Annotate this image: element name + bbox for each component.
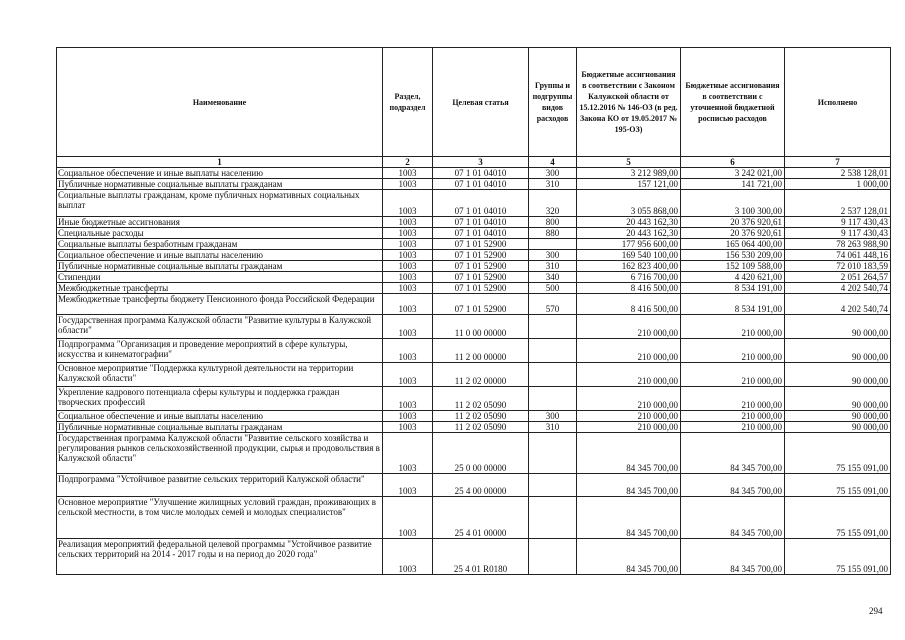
row-name: Межбюджетные трансферты (57, 283, 383, 294)
row-law-allocation: 84 345 700,00 (577, 497, 681, 539)
row-section: 1003 (383, 250, 433, 261)
row-target-article: 07 1 01 04010 (433, 217, 529, 228)
table-row (57, 179, 891, 190)
row-name: Основное мероприятие "Поддержка культурной деятельности на территории Калужской области" (57, 363, 383, 387)
row-target-article: 25 4 01 R0180 (433, 539, 529, 575)
row-refined-allocation: 20 376 920,61 (681, 228, 785, 239)
row-name: Публичные нормативные социальные выплаты гражданам (57, 422, 383, 433)
row-refined-allocation: 84 345 700,00 (681, 433, 785, 474)
row-executed: 2 537 128,01 (785, 190, 891, 217)
column-number: 4 (529, 157, 577, 168)
row-target-article: 07 1 01 52900 (433, 294, 529, 315)
row-law-allocation: 210 000,00 (577, 363, 681, 387)
header-name: Наименование (57, 48, 383, 157)
row-expense-group: 880 (529, 228, 577, 239)
row-executed: 2 538 128,01 (785, 168, 891, 179)
row-name: Государственная программа Калужской области "Развитие сельского хозяйства и регулирования рынков сельскохозяйственной продукции, сырья и продовольствия в Калужской области" (57, 433, 383, 474)
row-expense-group (529, 474, 577, 497)
row-refined-allocation: 156 530 209,00 (681, 250, 785, 261)
row-expense-group (529, 433, 577, 474)
row-name: Социальное обеспечение и иные выплаты населению (57, 168, 383, 179)
table-row (57, 387, 891, 411)
row-law-allocation: 210 000,00 (577, 339, 681, 363)
row-section: 1003 (383, 168, 433, 179)
row-name: Основное мероприятие "Улучшение жилищных условий граждан, проживающих в сельской местности, в том числе молодых семей и молодых специалистов" (57, 497, 383, 539)
row-name: Публичные нормативные социальные выплаты гражданам (57, 179, 383, 190)
table-row (57, 239, 891, 250)
row-section: 1003 (383, 315, 433, 339)
row-law-allocation: 84 345 700,00 (577, 474, 681, 497)
column-number: 3 (433, 157, 529, 168)
row-expense-group (529, 315, 577, 339)
row-executed: 90 000,00 (785, 315, 891, 339)
row-name: Социальное обеспечение и иные выплаты населению (57, 250, 383, 261)
row-expense-group (529, 539, 577, 575)
row-section: 1003 (383, 217, 433, 228)
row-section: 1003 (383, 363, 433, 387)
page-number: 294 (869, 606, 883, 616)
row-section: 1003 (383, 474, 433, 497)
row-section: 1003 (383, 339, 433, 363)
row-expense-group: 310 (529, 422, 577, 433)
row-refined-allocation: 3 100 300,00 (681, 190, 785, 217)
row-target-article: 07 1 01 04010 (433, 168, 529, 179)
row-refined-allocation: 152 109 588,00 (681, 261, 785, 272)
table-row (57, 250, 891, 261)
row-law-allocation: 210 000,00 (577, 315, 681, 339)
table-row (57, 190, 891, 217)
row-law-allocation: 210 000,00 (577, 387, 681, 411)
row-name: Подпрограмма "Устойчивое развитие сельских территорий Калужской области" (57, 474, 383, 497)
row-law-allocation: 162 823 400,00 (577, 261, 681, 272)
row-expense-group: 300 (529, 250, 577, 261)
row-law-allocation: 6 716 700,00 (577, 272, 681, 283)
row-target-article: 25 4 00 00000 (433, 474, 529, 497)
row-target-article: 11 2 02 05090 (433, 387, 529, 411)
row-section: 1003 (383, 228, 433, 239)
row-law-allocation: 157 121,00 (577, 179, 681, 190)
row-executed: 4 202 540,74 (785, 283, 891, 294)
row-executed: 75 155 091,00 (785, 539, 891, 575)
row-target-article: 11 2 02 05090 (433, 422, 529, 433)
row-name: Государственная программа Калужской области "Развитие культуры в Калужской области" (57, 315, 383, 339)
row-target-article: 07 1 01 52900 (433, 272, 529, 283)
header-refined-allocations: Бюджетные ассигнования в соответствии с уточненной бюджетной росписью расходов (681, 48, 785, 157)
table-row (57, 339, 891, 363)
row-target-article: 11 2 02 00000 (433, 363, 529, 387)
row-executed: 1 000,00 (785, 179, 891, 190)
row-executed: 90 000,00 (785, 363, 891, 387)
row-expense-group: 300 (529, 411, 577, 422)
budget-table (56, 47, 891, 575)
table-row (57, 228, 891, 239)
row-law-allocation: 177 956 600,00 (577, 239, 681, 250)
row-executed: 90 000,00 (785, 411, 891, 422)
column-number: 5 (577, 157, 681, 168)
header-executed: Исполнено (785, 48, 891, 157)
row-section: 1003 (383, 239, 433, 250)
row-executed: 4 202 540,74 (785, 294, 891, 315)
row-name: Иные бюджетные ассигнования (57, 217, 383, 228)
row-target-article: 11 0 00 00000 (433, 315, 529, 339)
row-refined-allocation: 141 721,00 (681, 179, 785, 190)
row-refined-allocation: 210 000,00 (681, 422, 785, 433)
row-law-allocation: 210 000,00 (577, 411, 681, 422)
row-expense-group: 800 (529, 217, 577, 228)
row-target-article: 11 2 02 05090 (433, 411, 529, 422)
row-name: Стипендии (57, 272, 383, 283)
row-refined-allocation: 210 000,00 (681, 315, 785, 339)
row-executed: 9 117 430,43 (785, 217, 891, 228)
row-refined-allocation: 84 345 700,00 (681, 474, 785, 497)
table-row (57, 315, 891, 339)
row-target-article: 25 0 00 00000 (433, 433, 529, 474)
table-row (57, 168, 891, 179)
column-number: 2 (383, 157, 433, 168)
row-target-article: 07 1 01 04010 (433, 179, 529, 190)
row-target-article: 07 1 01 52900 (433, 250, 529, 261)
row-expense-group: 340 (529, 272, 577, 283)
row-name: Реализация мероприятий федеральной целевой программы "Устойчивое развитие сельских территорий на 2014 - 2017 годы и на период до 2020 года" (57, 539, 383, 575)
row-refined-allocation: 210 000,00 (681, 339, 785, 363)
row-section: 1003 (383, 497, 433, 539)
row-section: 1003 (383, 190, 433, 217)
row-section: 1003 (383, 433, 433, 474)
header-law-allocations: Бюджетные ассигнования в соответствии с Законом Калужской области от 15.12.2016 № 146-ОЗ (в ред. Закона КО от 19.05.2017 № 195-ОЗ) (577, 48, 681, 157)
row-target-article: 07 1 01 52900 (433, 239, 529, 250)
row-refined-allocation: 165 064 400,00 (681, 239, 785, 250)
table-row (57, 433, 891, 474)
row-executed: 75 155 091,00 (785, 497, 891, 539)
row-refined-allocation: 210 000,00 (681, 411, 785, 422)
row-name: Специальные расходы (57, 228, 383, 239)
row-law-allocation: 84 345 700,00 (577, 539, 681, 575)
row-refined-allocation: 210 000,00 (681, 363, 785, 387)
row-refined-allocation: 210 000,00 (681, 387, 785, 411)
table-row (57, 217, 891, 228)
header-expense-group: Группы и подгруппы видов расходов (529, 48, 577, 157)
row-executed: 74 061 448,16 (785, 250, 891, 261)
row-executed: 75 155 091,00 (785, 474, 891, 497)
row-law-allocation: 8 416 500,00 (577, 294, 681, 315)
row-name: Социальные выплаты безработным гражданам (57, 239, 383, 250)
table-row (57, 411, 891, 422)
column-number-row (57, 157, 891, 168)
row-expense-group: 300 (529, 168, 577, 179)
row-target-article: 07 1 01 52900 (433, 261, 529, 272)
row-target-article: 11 2 00 00000 (433, 339, 529, 363)
table-row (57, 422, 891, 433)
row-expense-group: 310 (529, 179, 577, 190)
row-law-allocation: 20 443 162,30 (577, 217, 681, 228)
table-row (57, 497, 891, 539)
row-refined-allocation: 84 345 700,00 (681, 539, 785, 575)
row-expense-group: 320 (529, 190, 577, 217)
row-target-article: 07 1 01 04010 (433, 190, 529, 217)
row-refined-allocation: 3 242 021,00 (681, 168, 785, 179)
row-section: 1003 (383, 411, 433, 422)
row-expense-group: 500 (529, 283, 577, 294)
table-body (57, 168, 891, 575)
row-expense-group: 310 (529, 261, 577, 272)
header-target-article: Целевая статья (433, 48, 529, 157)
row-name: Укрепление кадрового потенциала сферы культуры и поддержка граждан творческих профессий (57, 387, 383, 411)
row-executed: 90 000,00 (785, 339, 891, 363)
header-row (57, 48, 891, 157)
row-refined-allocation: 20 376 920,61 (681, 217, 785, 228)
column-number: 6 (681, 157, 785, 168)
row-name: Межбюджетные трансферты бюджету Пенсионного фонда Российской Федерации (57, 294, 383, 315)
row-executed: 90 000,00 (785, 387, 891, 411)
row-expense-group (529, 239, 577, 250)
column-number: 1 (57, 157, 383, 168)
row-refined-allocation: 8 534 191,00 (681, 294, 785, 315)
row-expense-group (529, 497, 577, 539)
row-executed: 9 117 430,43 (785, 228, 891, 239)
row-section: 1003 (383, 422, 433, 433)
row-expense-group (529, 387, 577, 411)
table-row (57, 294, 891, 315)
row-refined-allocation: 8 534 191,00 (681, 283, 785, 294)
table-row (57, 539, 891, 575)
row-executed: 72 010 183,59 (785, 261, 891, 272)
row-name: Социальное обеспечение и иные выплаты населению (57, 411, 383, 422)
row-section: 1003 (383, 294, 433, 315)
row-name: Социальные выплаты гражданам, кроме публичных нормативных социальных выплат (57, 190, 383, 217)
header-section: Раздел, подраздел (383, 48, 433, 157)
row-refined-allocation: 4 420 621,00 (681, 272, 785, 283)
row-section: 1003 (383, 272, 433, 283)
row-law-allocation: 3 055 868,00 (577, 190, 681, 217)
row-section: 1003 (383, 283, 433, 294)
row-target-article: 07 1 01 52900 (433, 283, 529, 294)
table-row (57, 261, 891, 272)
table-row (57, 474, 891, 497)
row-law-allocation: 169 540 100,00 (577, 250, 681, 261)
row-section: 1003 (383, 387, 433, 411)
row-section: 1003 (383, 261, 433, 272)
table-row (57, 272, 891, 283)
row-executed: 75 155 091,00 (785, 433, 891, 474)
row-expense-group (529, 339, 577, 363)
row-executed: 2 051 264,57 (785, 272, 891, 283)
row-law-allocation: 8 416 500,00 (577, 283, 681, 294)
row-law-allocation: 84 345 700,00 (577, 433, 681, 474)
row-name: Публичные нормативные социальные выплаты гражданам (57, 261, 383, 272)
row-section: 1003 (383, 539, 433, 575)
row-refined-allocation: 84 345 700,00 (681, 497, 785, 539)
row-name: Подпрограмма "Организация и проведение мероприятий в сфере культуры, искусства и кинематографии" (57, 339, 383, 363)
row-target-article: 07 1 01 04010 (433, 228, 529, 239)
row-law-allocation: 3 212 989,00 (577, 168, 681, 179)
table-row (57, 363, 891, 387)
row-target-article: 25 4 01 00000 (433, 497, 529, 539)
row-executed: 90 000,00 (785, 422, 891, 433)
row-expense-group (529, 363, 577, 387)
row-section: 1003 (383, 179, 433, 190)
column-number: 7 (785, 157, 891, 168)
row-law-allocation: 210 000,00 (577, 422, 681, 433)
row-law-allocation: 20 443 162,30 (577, 228, 681, 239)
row-executed: 78 263 988,90 (785, 239, 891, 250)
row-expense-group: 570 (529, 294, 577, 315)
table-row (57, 283, 891, 294)
